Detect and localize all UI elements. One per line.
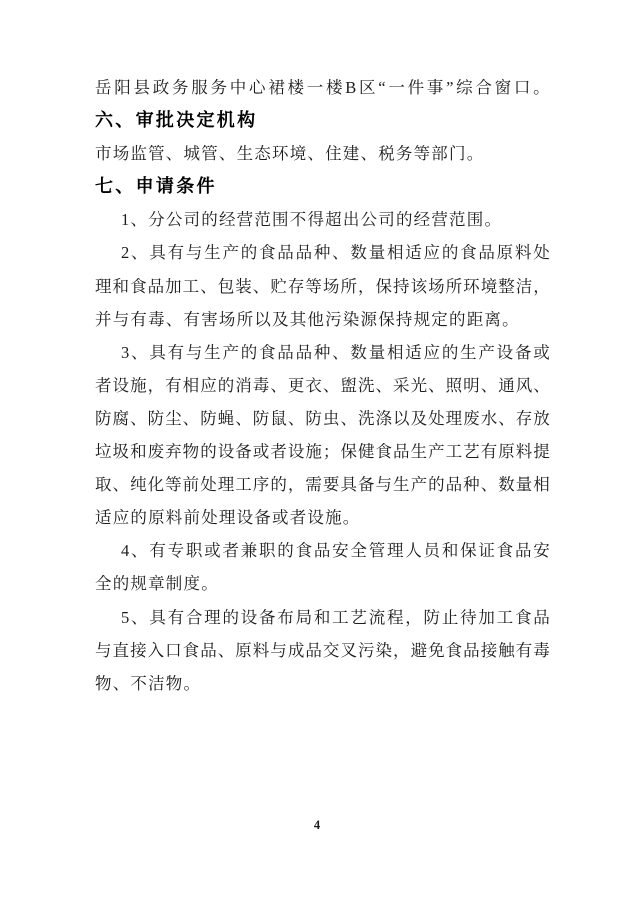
text-line: 者 设 施 ， 有 相 应 的 消 毒 、 更 衣 、 盥 洗 、 采 光 、 照 明 、 通 风 、 bbox=[95, 375, 550, 395]
text-line: 2 、 具 有 与 生 产 的 食 品 品 种 、 数 量 相 适 应 的 食 品 原 料 处 bbox=[121, 243, 550, 263]
text-line: 并与有毒、有害场所以及其他污染源保持规定的距离。 bbox=[95, 309, 520, 329]
text-line: 防 腐 、 防 尘 、 防 蝇 、 防 鼠 、 防 虫 、 洗 涤 以 及 处 理 废 水 、 存 放 bbox=[95, 408, 550, 428]
text-line: 1、分公司的经营范围不得超出公司的经营范围。 bbox=[121, 210, 503, 230]
text-line: 岳 阳 县 政 务 服 务 中 心 裙 楼 一 楼 B 区 “ 一 件 事 ” 综 合 窗 口 。 bbox=[95, 78, 550, 97]
text-line: 理 和 食 品 加 工 、 包 装 、 贮 存 等 场 所 ， 保 持 该 场 所 环 境 整 洁 ， bbox=[95, 276, 550, 296]
page-number: 4 bbox=[313, 818, 321, 832]
text-line: 5 、 具 有 合 理 的 设 备 布 局 和 工 艺 流 程 ， 防 止 待 加 工 食 品 bbox=[121, 607, 550, 627]
text-line: 市场监管、城管、生态环境、住建、税务等部门。 bbox=[95, 144, 485, 164]
text-line: 物、不洁物。 bbox=[95, 673, 202, 693]
text-line: 4 、 有 专 职 或 者 兼 职 的 食 品 安 全 管 理 人 员 和 保 证 食 品 安 bbox=[121, 541, 550, 561]
text-line: 取 、 纯 化 等 前 处 理 工 序 的 ， 需 要 具 备 与 生 产 的 品 种 、 数 量 相 bbox=[95, 475, 550, 495]
text-line: 垃 圾 和 废 弃 物 的 设 备 或 者 设 施 ； 保 健 食 品 生 产 工 艺 有 原 料 提 bbox=[95, 442, 550, 462]
section-heading: 六、审批决定机构 bbox=[95, 110, 258, 131]
text-line: 适应的原料前处理设备或者设施。 bbox=[95, 508, 361, 528]
text-line: 与 直 接 入 口 食 品 、 原 料 与 成 品 交 叉 污 染 ， 避 免 食 品 接 触 有 毒 bbox=[95, 640, 550, 660]
text-line: 3 、 具 有 与 生 产 的 食 品 品 种 、 数 量 相 适 应 的 生 产 设 备 或 bbox=[121, 342, 550, 362]
section-heading: 七、申请条件 bbox=[95, 176, 217, 197]
document-body bbox=[95, 71, 550, 700]
text-line: 全的规章制度。 bbox=[95, 574, 219, 594]
